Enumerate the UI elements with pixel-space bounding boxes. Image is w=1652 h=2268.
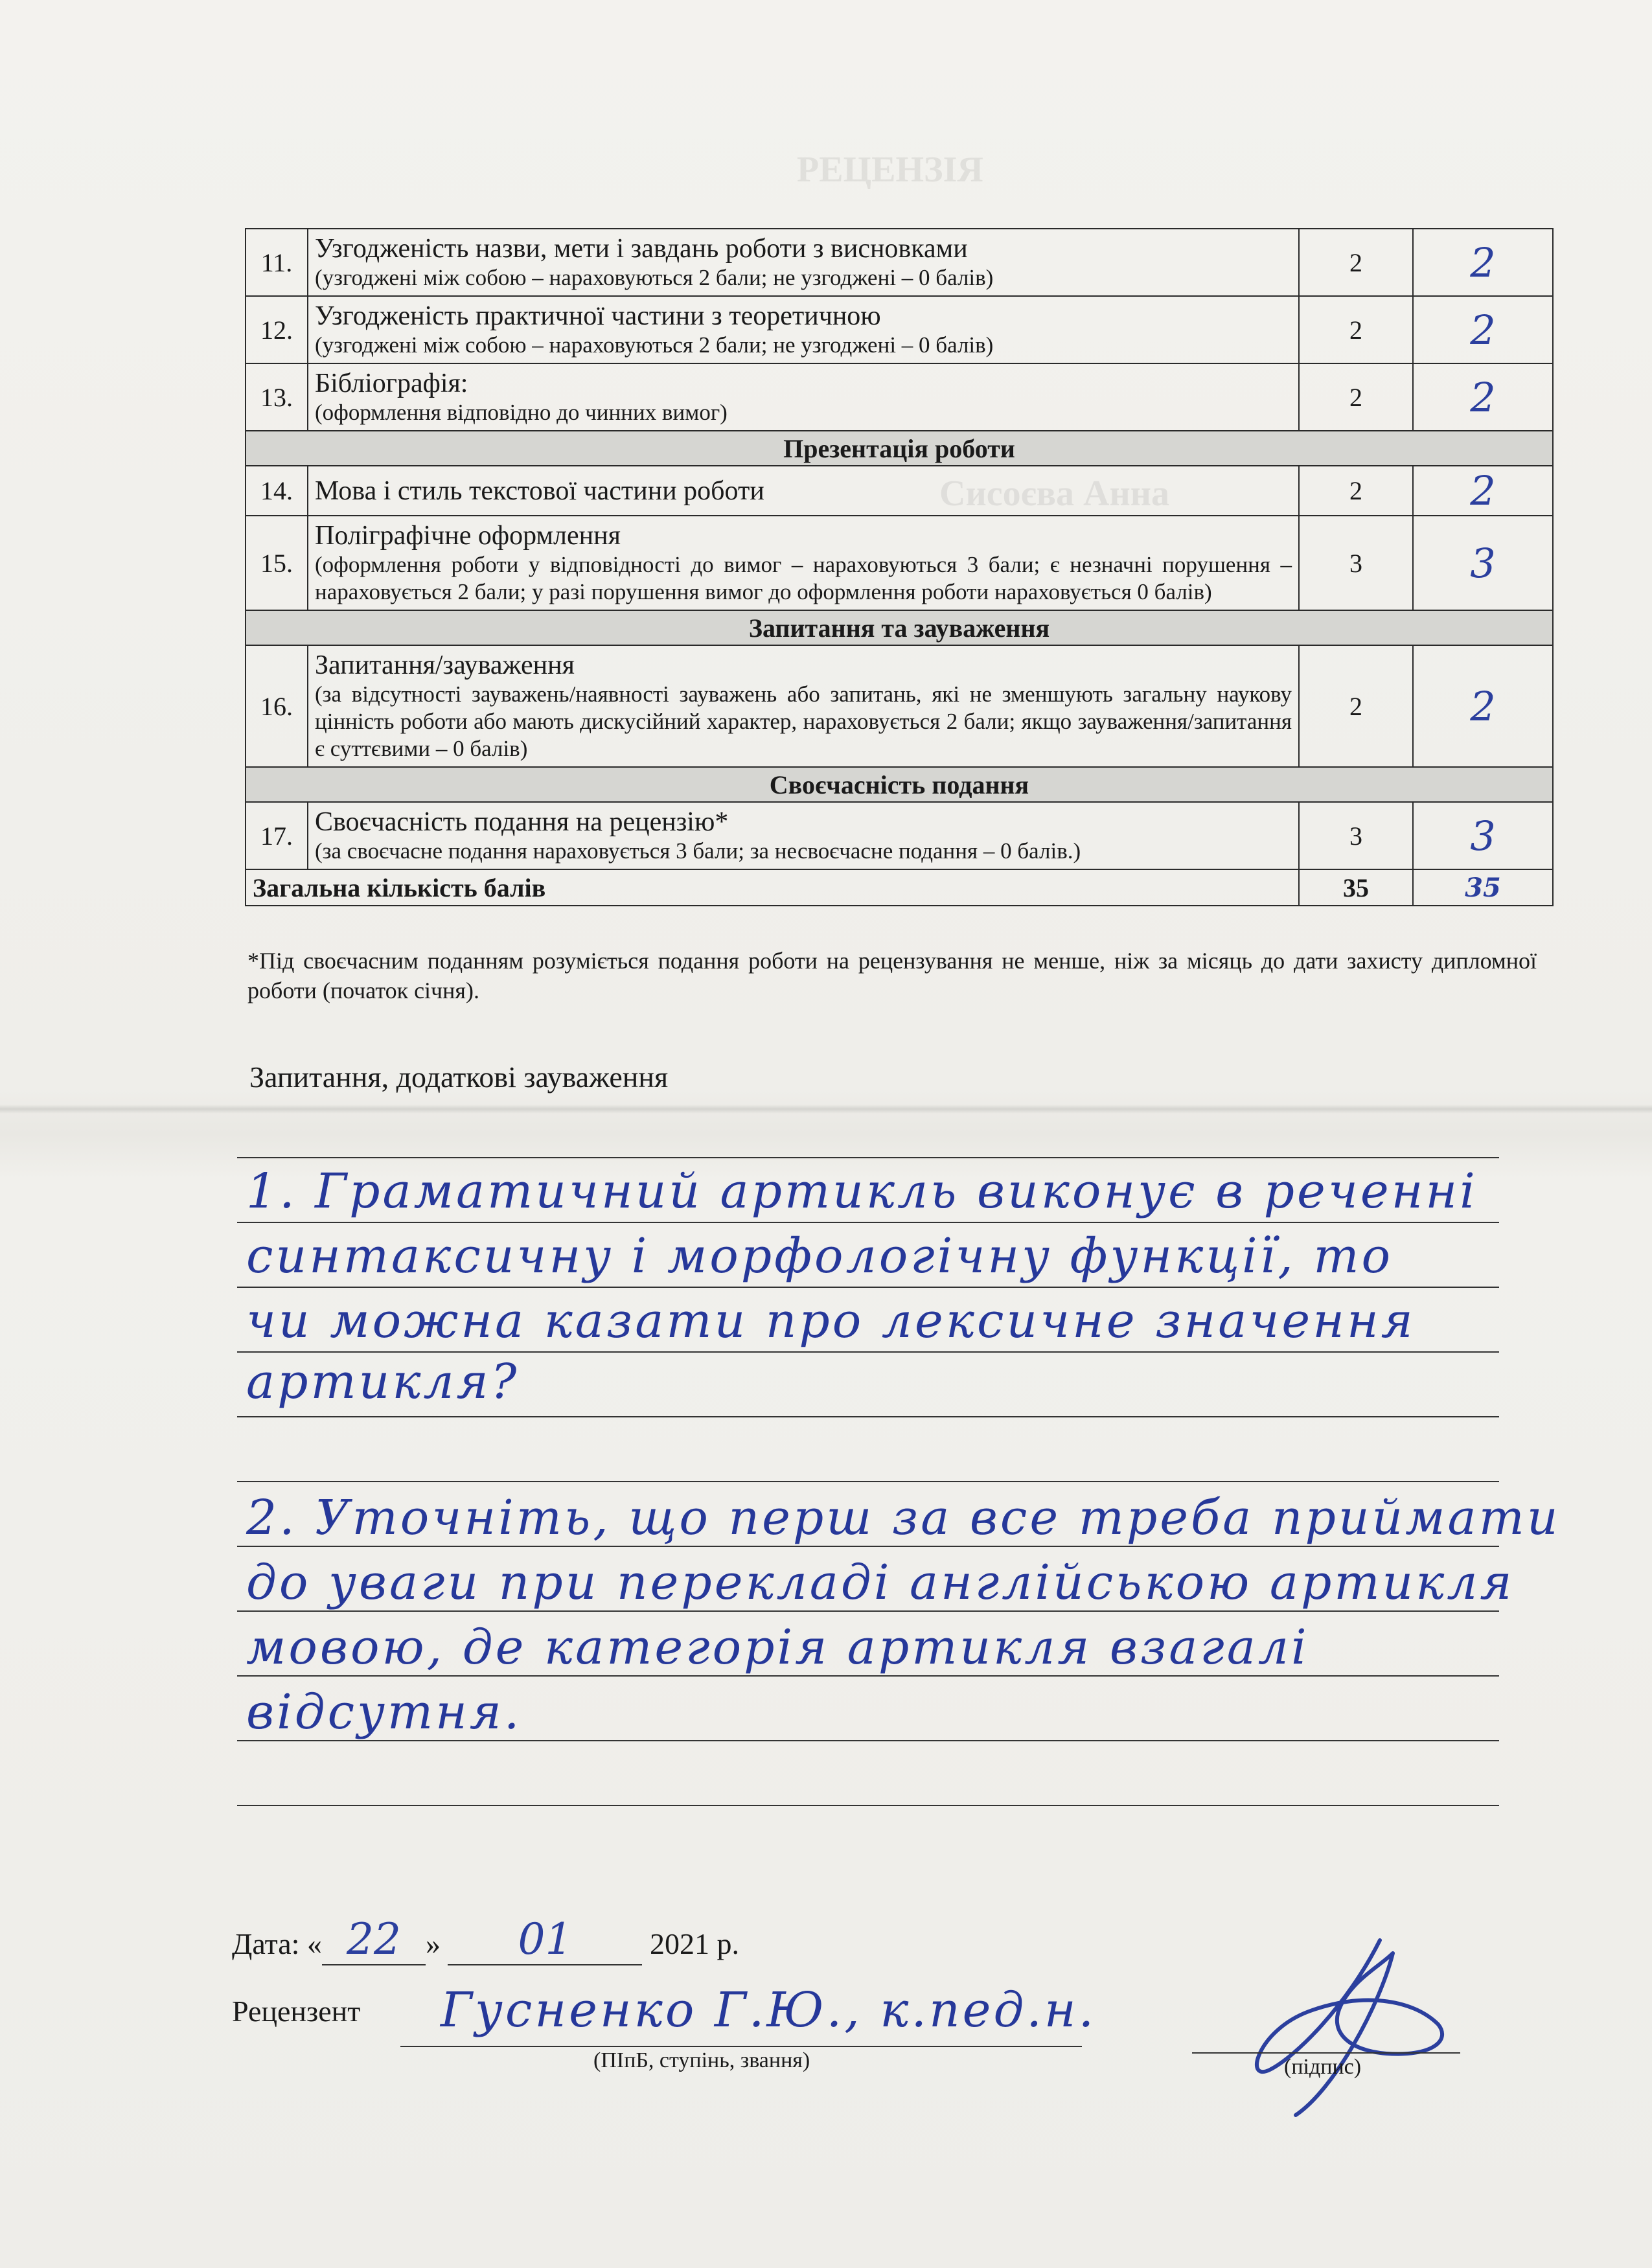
awarded-points: 2 xyxy=(1413,229,1553,296)
awarded-points: 2 xyxy=(1413,645,1553,767)
ruled-line xyxy=(237,1675,1499,1677)
criterion-cell xyxy=(308,466,1299,516)
date-label: Дата: xyxy=(232,1927,300,1960)
criterion-number: 14. xyxy=(246,466,308,516)
criterion-title: Поліграфічне оформлення xyxy=(315,521,621,551)
criterion-title: Запитання/зауваження xyxy=(315,650,575,680)
questions-title: Запитання, додаткові зауваження xyxy=(249,1060,669,1094)
reviewer-label: Рецензент xyxy=(232,1995,361,2028)
criterion-note: (оформлення відповідно до чинних вимог) xyxy=(315,400,728,425)
criterion-number: 15. xyxy=(246,516,308,610)
ruled-line xyxy=(237,1416,1499,1417)
ruled-line xyxy=(237,1546,1499,1547)
total-row xyxy=(246,869,1553,906)
handwritten-line: 2. Уточніть, що перш за все треба приймати xyxy=(246,1490,1561,1546)
section-title: Запитання та зауваження xyxy=(246,610,1553,645)
section-title: Своєчасність подання xyxy=(246,767,1553,802)
section-row xyxy=(246,767,1553,802)
total-label: Загальна кількість балів xyxy=(246,869,1299,906)
criterion-row xyxy=(246,645,1553,767)
awarded-points: 3 xyxy=(1413,516,1553,610)
criterion-note: (за відсутності зауважень/наявності зауважень або запитань, які не зменшують загальну наукову цінність роботи або мають дискусійний характер, нараховується 2 бали; якщо зауваження/запитання є суттєвими – 0 балів) xyxy=(315,682,1292,761)
reviewer-name: Гусненко Г.Ю., к.пед.н. xyxy=(441,1982,1097,2038)
signature xyxy=(1218,1927,1464,2122)
ruled-line xyxy=(237,1222,1499,1223)
date-open-quote: « xyxy=(306,1927,322,1960)
max-points: 3 xyxy=(1299,516,1413,610)
awarded-points: 3 xyxy=(1413,802,1553,869)
date-month: 01 xyxy=(448,1914,642,1965)
criterion-cell xyxy=(308,363,1299,431)
ruled-line xyxy=(237,1157,1499,1158)
criterion-title: Узгодженість практичної частини з теоретичною xyxy=(315,301,881,331)
max-points: 3 xyxy=(1299,802,1413,869)
section-title: Презентація роботи xyxy=(246,431,1553,466)
handwritten-line: чи можна казати про лексичне значення xyxy=(246,1293,1416,1349)
awarded-points: 2 xyxy=(1413,466,1553,516)
criterion-title: Своєчасність подання на рецензію* xyxy=(315,807,729,837)
max-points: 2 xyxy=(1299,645,1413,767)
max-points: 2 xyxy=(1299,296,1413,363)
date-day: 22 xyxy=(322,1914,426,1965)
ruled-line xyxy=(237,1351,1499,1353)
signature-caption: (підпис) xyxy=(1284,2055,1362,2079)
max-points: 2 xyxy=(1299,229,1413,296)
criterion-row xyxy=(246,229,1553,296)
criterion-row xyxy=(246,516,1553,610)
reviewer-name-caption: (ПІпБ, ступінь, звання) xyxy=(593,2048,810,2072)
criterion-cell xyxy=(308,229,1299,296)
total-max: 35 xyxy=(1299,869,1413,906)
section-row xyxy=(246,431,1553,466)
criterion-number: 13. xyxy=(246,363,308,431)
ruled-line xyxy=(237,1610,1499,1612)
total-score: 35 xyxy=(1413,869,1553,906)
awarded-points: 2 xyxy=(1413,363,1553,431)
ruled-line xyxy=(237,1481,1499,1482)
criterion-title: Бібліографія: xyxy=(315,369,468,398)
handwritten-line: відсутня. xyxy=(246,1684,522,1740)
handwritten-line: мовою, де категорія артикля взагалі xyxy=(246,1620,1309,1675)
awarded-points: 2 xyxy=(1413,296,1553,363)
handwritten-line: синтаксичну і морфологічну функції, то xyxy=(246,1228,1394,1284)
criterion-cell xyxy=(308,802,1299,869)
criterion-number: 12. xyxy=(246,296,308,363)
footnote: *Під своєчасним поданням розуміється подання роботи на рецензування не менше, ніж за місяць до дати захисту дипломної роботи (початок січня). xyxy=(247,948,1537,1003)
ruled-line xyxy=(237,1805,1499,1806)
handwritten-line: до уваги при перекладі англійською артикля xyxy=(246,1555,1515,1610)
criterion-cell xyxy=(308,296,1299,363)
bleed-through-name: Сисоєва Анна xyxy=(939,474,1169,514)
criterion-note: (узгоджені між собою – нараховуються 2 бали; не узгоджені – 0 балів) xyxy=(315,265,994,290)
evaluation-table xyxy=(245,228,1554,906)
criterion-note: (узгоджені між собою – нараховуються 2 бали; не узгоджені – 0 балів) xyxy=(315,332,994,358)
criterion-number: 11. xyxy=(246,229,308,296)
date-close-quote: » xyxy=(425,1927,441,1960)
ruled-line xyxy=(237,1287,1499,1288)
criterion-cell xyxy=(308,645,1299,767)
criterion-cell xyxy=(308,516,1299,610)
criterion-title: Мова і стиль текстової частини роботи xyxy=(315,475,764,506)
criterion-row xyxy=(246,466,1553,516)
handwritten-line: 1. Граматичний артикль виконує в реченні xyxy=(246,1163,1478,1219)
handwritten-line: артикля? xyxy=(246,1354,520,1410)
section-row xyxy=(246,610,1553,645)
criterion-note: (за своєчасне подання нараховується 3 бали; за несвоєчасне подання – 0 балів.) xyxy=(315,838,1081,864)
criterion-row xyxy=(246,296,1553,363)
date-field xyxy=(232,1914,739,1965)
criterion-number: 17. xyxy=(246,802,308,869)
criterion-title: Узгодженість назви, мети і завдань роботи з висновками xyxy=(315,234,968,264)
reviewer-name-line xyxy=(400,2046,1082,2047)
max-points: 2 xyxy=(1299,363,1413,431)
max-points: 2 xyxy=(1299,466,1413,516)
criterion-number: 16. xyxy=(246,645,308,767)
bleed-through-title: РЕЦЕНЗІЯ xyxy=(797,150,983,190)
signature-line xyxy=(1192,2052,1460,2054)
date-year: 2021 р. xyxy=(649,1927,739,1960)
criterion-row xyxy=(246,802,1553,869)
ruled-line xyxy=(237,1740,1499,1741)
paper-fold xyxy=(0,1105,1652,1114)
criterion-note: (оформлення роботи у відповідності до вимог – нараховуються 3 бали; є незначні порушення – нараховується 2 бали; у разі порушення вимог до оформлення роботи нараховується 0 балів) xyxy=(315,552,1292,604)
criterion-row xyxy=(246,363,1553,431)
